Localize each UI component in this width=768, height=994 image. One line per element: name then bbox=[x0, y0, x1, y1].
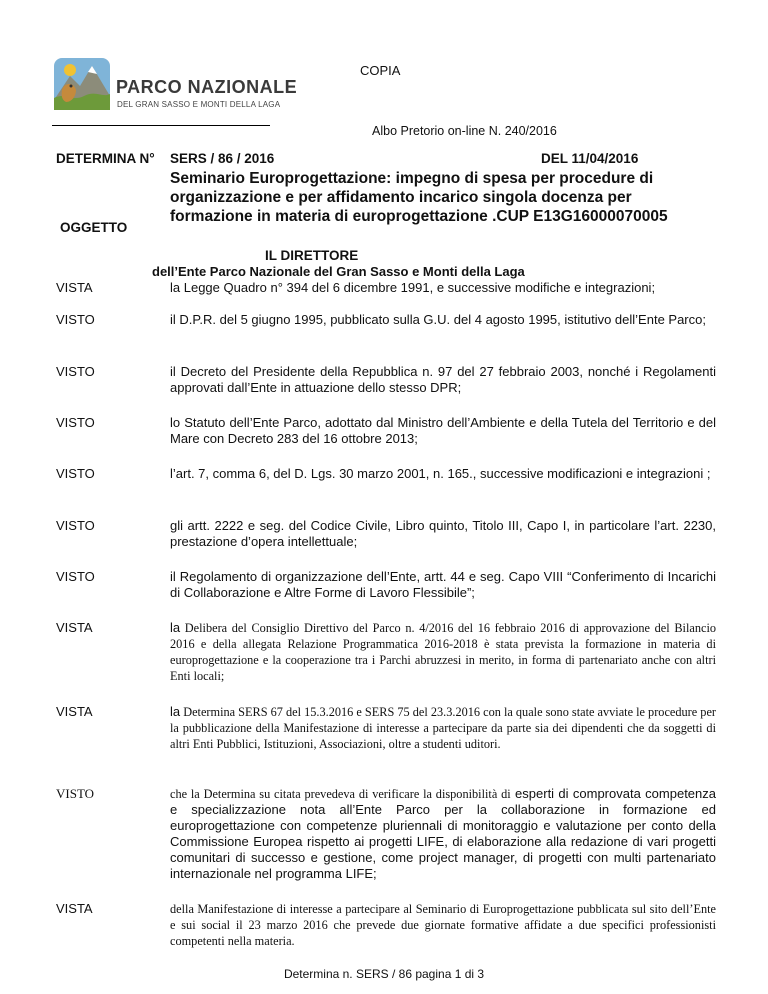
item-label: VISTA bbox=[56, 620, 93, 635]
director-subtitle: dell’Ente Parco Nazionale del Gran Sasso e Monti della Laga bbox=[152, 264, 525, 279]
determina-label: DETERMINA N° bbox=[56, 151, 155, 166]
item-lead: la bbox=[170, 704, 181, 719]
item-text: il Decreto del Presidente della Repubblica n. 97 del 27 febbraio 2003, nonché i Regolamenti approvati dall’Ente in attuazione dello stesso DPR; bbox=[170, 364, 716, 395]
determina-subject: Seminario Europrogettazione: impegno di spesa per procedure di organizzazione e per affidamento incarico singola docenza per formazione in materia di europrogettazione .CUP E13G16000070005 bbox=[170, 170, 668, 225]
item-label: VISTA bbox=[56, 280, 93, 295]
item-lead: la bbox=[170, 620, 181, 635]
item-text: l’art. 7, comma 6, del D. Lgs. 30 marzo 2001, n. 165., successive modificazioni e integrazioni ; bbox=[170, 466, 711, 481]
item-body: Delibera del Consiglio Direttivo del Parco n. 4/2016 del 16 febbraio 2016 di approvazione del Bilancio 2016 e della allegata Relazione Programmatica 2016-2018 è stata prevista la formazione in materia di europrogettazione e la cooperazione tra i Parchi abruzzesi in merito, in forma di partenariato anche con altri Enti locali; bbox=[170, 621, 717, 683]
determina-date: DEL 11/04/2016 bbox=[541, 151, 639, 166]
item-text bbox=[170, 620, 716, 684]
item-label: VISTO bbox=[56, 415, 95, 430]
item-text bbox=[170, 704, 716, 752]
logo-subtitle: DEL GRAN SASSO E MONTI DELLA LAGA bbox=[117, 100, 281, 109]
item-label: VISTO bbox=[56, 466, 95, 481]
item-text: il Regolamento di organizzazione dell’Ente, artt. 44 e seg. Capo VIII “Conferimento di Incarichi di Collaborazione e Altre Forme di Lavoro Flessibile”; bbox=[170, 569, 716, 600]
item-body: Determina SERS 67 del 15.3.2016 e SERS 75 del 23.3.2016 con la quale sono state avviate le procedure per la pubblicazione della Manifestazione di interesse a partecipare da parte sia dei dipendenti che da soggetti di altri Enti Pubblici, Istituzioni, Associazioni, oltre a studenti uditori. bbox=[170, 705, 716, 751]
item-label: VISTA bbox=[56, 704, 93, 719]
logo-title: PARCO NAZIONALE bbox=[116, 77, 298, 97]
copy-marker: COPIA bbox=[360, 63, 401, 78]
item-text: il D.P.R. del 5 giugno 1995, pubblicato sulla G.U. del 4 agosto 1995, istitutivo dell’Ente Parco; bbox=[170, 312, 706, 327]
header-divider bbox=[52, 125, 270, 126]
item-text: la Legge Quadro n° 394 del 6 dicembre 1991, e successive modifiche e integrazioni; bbox=[170, 280, 656, 295]
page-footer: Determina n. SERS / 86 pagina 1 di 3 bbox=[283, 967, 485, 981]
item-label: VISTO bbox=[56, 364, 95, 379]
item-label: VISTO bbox=[56, 569, 95, 584]
director-title: IL DIRETTORE bbox=[265, 248, 359, 263]
item-label: VISTA bbox=[56, 901, 93, 916]
determina-number: SERS / 86 / 2016 bbox=[170, 151, 275, 166]
item-text: della Manifestazione di interesse a partecipare al Seminario di Europrogettazione pubblicata sul sito dell’Ente e sui social il 23 marzo 2016 che prevede due giornate formative affidate a due specifici professionisti competenti nella materia. bbox=[170, 902, 716, 948]
park-emblem-icon bbox=[52, 56, 114, 112]
item-lead: che la Determina su citata prevedeva di verificare la disponibilità di bbox=[170, 787, 511, 801]
oggetto-label: OGGETTO bbox=[60, 220, 128, 235]
item-label: VISTO bbox=[56, 786, 95, 801]
item-label: VISTO bbox=[56, 312, 95, 327]
item-text: gli artt. 2222 e seg. del Codice Civile, Libro quinto, Titolo III, Capo I, in particolare l’art. 2230, prestazione d’opera intellettuale; bbox=[170, 518, 716, 549]
item-body: esperti di comprovata competenza e specializzazione nota all’Ente Parco per la collaborazione in formazione ed europrogettazione con competenze pluriennali di monitoraggio e valutazione per conto della Commissione Europea rispetto ai progetti LIFE, di elaborazione alla redazione di vari progetti comunitari di successo e gestione, come project manager, di progetti con multi partenariato internazionale nel programma LIFE; bbox=[170, 786, 716, 881]
albo-pretorio-number: Albo Pretorio on-line N. 240/2016 bbox=[372, 124, 557, 138]
item-text: lo Statuto dell’Ente Parco, adottato dal Ministro dell’Ambiente e della Tutela del Territorio e del Mare con Decreto 283 del 16 ottobre 2013; bbox=[170, 415, 716, 446]
item-label: VISTO bbox=[56, 518, 95, 533]
item-text bbox=[170, 786, 716, 882]
